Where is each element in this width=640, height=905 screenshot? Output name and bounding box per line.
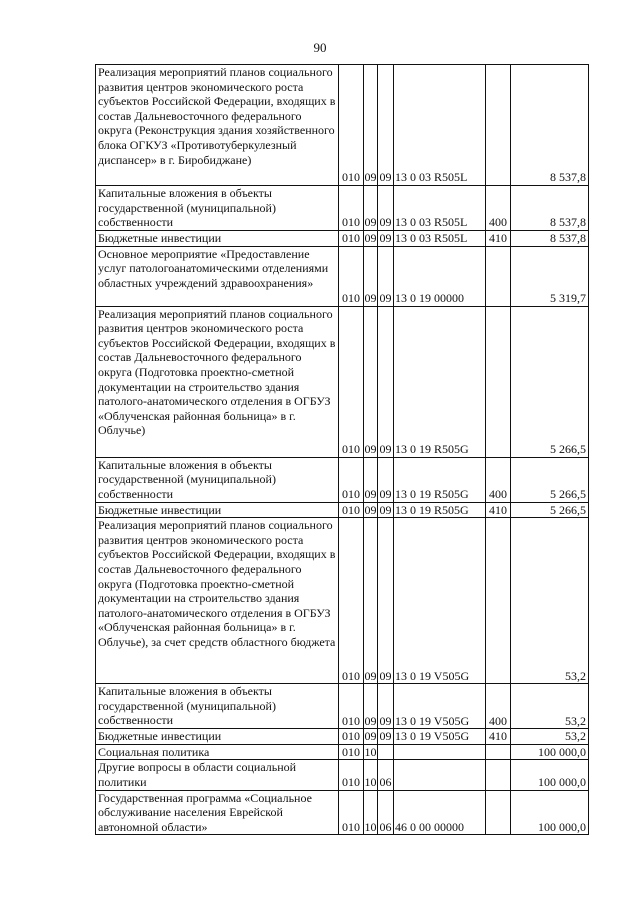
- target-article-cell: 13 0 19 V505G: [394, 684, 486, 729]
- target-article-cell: 13 0 19 V505G: [394, 518, 486, 684]
- row-name-cell: Бюджетные инвестиции: [96, 502, 339, 518]
- amount-cell: 53,2: [511, 684, 589, 729]
- row-name-cell: Реализация мероприятий планов социального развития центров экономического роста субъектов Российской Федерации, входящих в состав Дальневосточного федерального округа (Подготовка проектно-сметной документации на строительство здания патолого-анатомического отделения в ОГБУЗ «Облученская районная больница» в г. Облучье): [96, 306, 339, 457]
- expense-type-cell: 400: [486, 684, 511, 729]
- expense-type-cell: [486, 65, 511, 186]
- section-code-cell: 09: [364, 65, 378, 186]
- subsection-code-cell: 09: [378, 65, 394, 186]
- subsection-code-cell: [378, 744, 394, 760]
- expense-type-cell: 410: [486, 502, 511, 518]
- target-article-cell: 46 0 00 00000: [394, 790, 486, 835]
- ministry-code-cell: 010: [339, 518, 364, 684]
- row-name-cell: Бюджетные инвестиции: [96, 231, 339, 247]
- row-name-cell: Реализация мероприятий планов социального развития центров экономического роста субъектов Российской Федерации, входящих в состав Дальневосточного федерального округа (Реконструкция здания хозяйственного блока ОГКУЗ «Противотуберкулезный диспансер» в г. Биробиджане): [96, 65, 339, 186]
- subsection-code-cell: 06: [378, 760, 394, 790]
- expense-type-cell: 410: [486, 729, 511, 745]
- ministry-code-cell: 010: [339, 502, 364, 518]
- table-row: [96, 744, 589, 760]
- target-article-cell: 13 0 19 R505G: [394, 457, 486, 502]
- row-name-cell: Бюджетные инвестиции: [96, 729, 339, 745]
- ministry-code-cell: 010: [339, 760, 364, 790]
- row-name-cell: Другие вопросы в области социальной политики: [96, 760, 339, 790]
- ministry-code-cell: 010: [339, 65, 364, 186]
- table-row: [96, 306, 589, 457]
- ministry-code-cell: 010: [339, 729, 364, 745]
- row-name-cell: Капитальные вложения в объекты государственной (муниципальной) собственности: [96, 186, 339, 231]
- row-name-cell: Капитальные вложения в объекты государственной (муниципальной) собственности: [96, 457, 339, 502]
- section-code-cell: 09: [364, 684, 378, 729]
- subsection-code-cell: 09: [379, 502, 392, 517]
- expense-type-cell: 400: [486, 186, 511, 231]
- subsection-code-cell: 09: [378, 684, 394, 729]
- ministry-code-cell: 010: [339, 790, 364, 835]
- subsection-code-cell: 09: [378, 186, 394, 231]
- row-name-cell: Реализация мероприятий планов социального развития центров экономического роста субъектов Российской Федерации, входящих в состав Дальневосточного федерального округа (Подготовка проектно-сметной документации на строительство здания патолого-анатомического отделения в ОГБУЗ «Облученская районная больница» в г. Облучье), за счет средств областного бюджета: [96, 518, 339, 684]
- target-article-cell: 13 0 19 00000: [394, 246, 486, 306]
- subsection-code-cell: 09: [378, 518, 394, 684]
- subsection-code-cell: 09: [379, 729, 392, 744]
- table-row: [96, 760, 589, 790]
- amount-cell: 53,2: [511, 518, 589, 684]
- expense-type-cell: [486, 306, 511, 457]
- target-article-cell: 13 0 03 R505L: [394, 231, 486, 247]
- section-code-cell: 09: [364, 457, 378, 502]
- subsection-code-cell: 09: [379, 231, 392, 245]
- row-name-cell: Капитальные вложения в объекты государственной (муниципальной) собственности: [96, 684, 339, 729]
- table-row: [96, 518, 589, 684]
- amount-cell: 8 537,8: [511, 186, 589, 231]
- ministry-code-cell: 010: [339, 306, 364, 457]
- section-code-cell: 09: [364, 246, 378, 306]
- amount-cell: 100 000,0: [511, 744, 589, 760]
- expense-type-cell: 410: [486, 231, 511, 247]
- expense-type-cell: [486, 744, 511, 760]
- section-code-cell: 09: [364, 729, 377, 744]
- section-code-cell: 09: [364, 186, 378, 231]
- subsection-code-cell: 09: [378, 306, 394, 457]
- section-code-cell: 10: [364, 744, 377, 759]
- ministry-code-cell: 010: [339, 231, 364, 247]
- row-name-cell: Социальная политика: [96, 744, 339, 760]
- target-article-cell: 13 0 03 R505L: [394, 65, 486, 186]
- section-code-cell: 09: [364, 502, 377, 517]
- amount-cell: 5 266,5: [511, 306, 589, 457]
- subsection-code-cell: 06: [378, 790, 394, 835]
- budget-table: [95, 64, 589, 835]
- amount-cell: 53,2: [511, 729, 589, 745]
- table-row: [96, 502, 589, 518]
- ministry-code-cell: 010: [339, 246, 364, 306]
- target-article-cell: [394, 760, 486, 790]
- page-number: 90: [313, 40, 327, 55]
- ministry-code-cell: 010: [339, 684, 364, 729]
- subsection-code-cell: 09: [378, 246, 394, 306]
- target-article-cell: 13 0 19 R505G: [394, 306, 486, 457]
- table-row: [96, 457, 589, 502]
- table-row: [96, 231, 589, 247]
- target-article-cell: 13 0 19 R505G: [394, 502, 486, 518]
- ministry-code-cell: 010: [339, 744, 364, 760]
- table-row: [96, 186, 589, 231]
- amount-cell: 100 000,0: [511, 790, 589, 835]
- subsection-code-cell: 09: [378, 457, 394, 502]
- amount-cell: 8 537,8: [511, 231, 589, 247]
- ministry-code-cell: 010: [339, 457, 364, 502]
- expense-type-cell: [486, 518, 511, 684]
- ministry-code-cell: 010: [339, 186, 364, 231]
- table-row: [96, 65, 589, 186]
- table-row: [96, 790, 589, 835]
- row-name-cell: Основное мероприятие «Предоставление услуг патологоанатомическими отделениями областных учреждений здравоохранения»: [96, 246, 339, 306]
- amount-cell: 5 319,7: [511, 246, 589, 306]
- amount-cell: 5 266,5: [511, 502, 589, 518]
- section-code-cell: 09: [364, 306, 378, 457]
- expense-type-cell: [486, 760, 511, 790]
- expense-type-cell: [486, 790, 511, 835]
- expense-type-cell: 400: [486, 457, 511, 502]
- amount-cell: 100 000,0: [511, 760, 589, 790]
- section-code-cell: 10: [364, 790, 378, 835]
- section-code-cell: 10: [364, 760, 378, 790]
- row-name-cell: Государственная программа «Социальное обслуживание населения Еврейской автономной области»: [96, 790, 339, 835]
- target-article-cell: [394, 744, 486, 760]
- section-code-cell: 09: [364, 518, 378, 684]
- table-row: [96, 729, 589, 745]
- amount-cell: 5 266,5: [511, 457, 589, 502]
- table-body: [96, 65, 589, 835]
- target-article-cell: 13 0 03 R505L: [394, 186, 486, 231]
- table-row: [96, 684, 589, 729]
- amount-cell: 8 537,8: [511, 65, 589, 186]
- target-article-cell: 13 0 19 V505G: [394, 729, 486, 745]
- table-row: [96, 246, 589, 306]
- section-code-cell: 09: [364, 231, 377, 245]
- expense-type-cell: [486, 246, 511, 306]
